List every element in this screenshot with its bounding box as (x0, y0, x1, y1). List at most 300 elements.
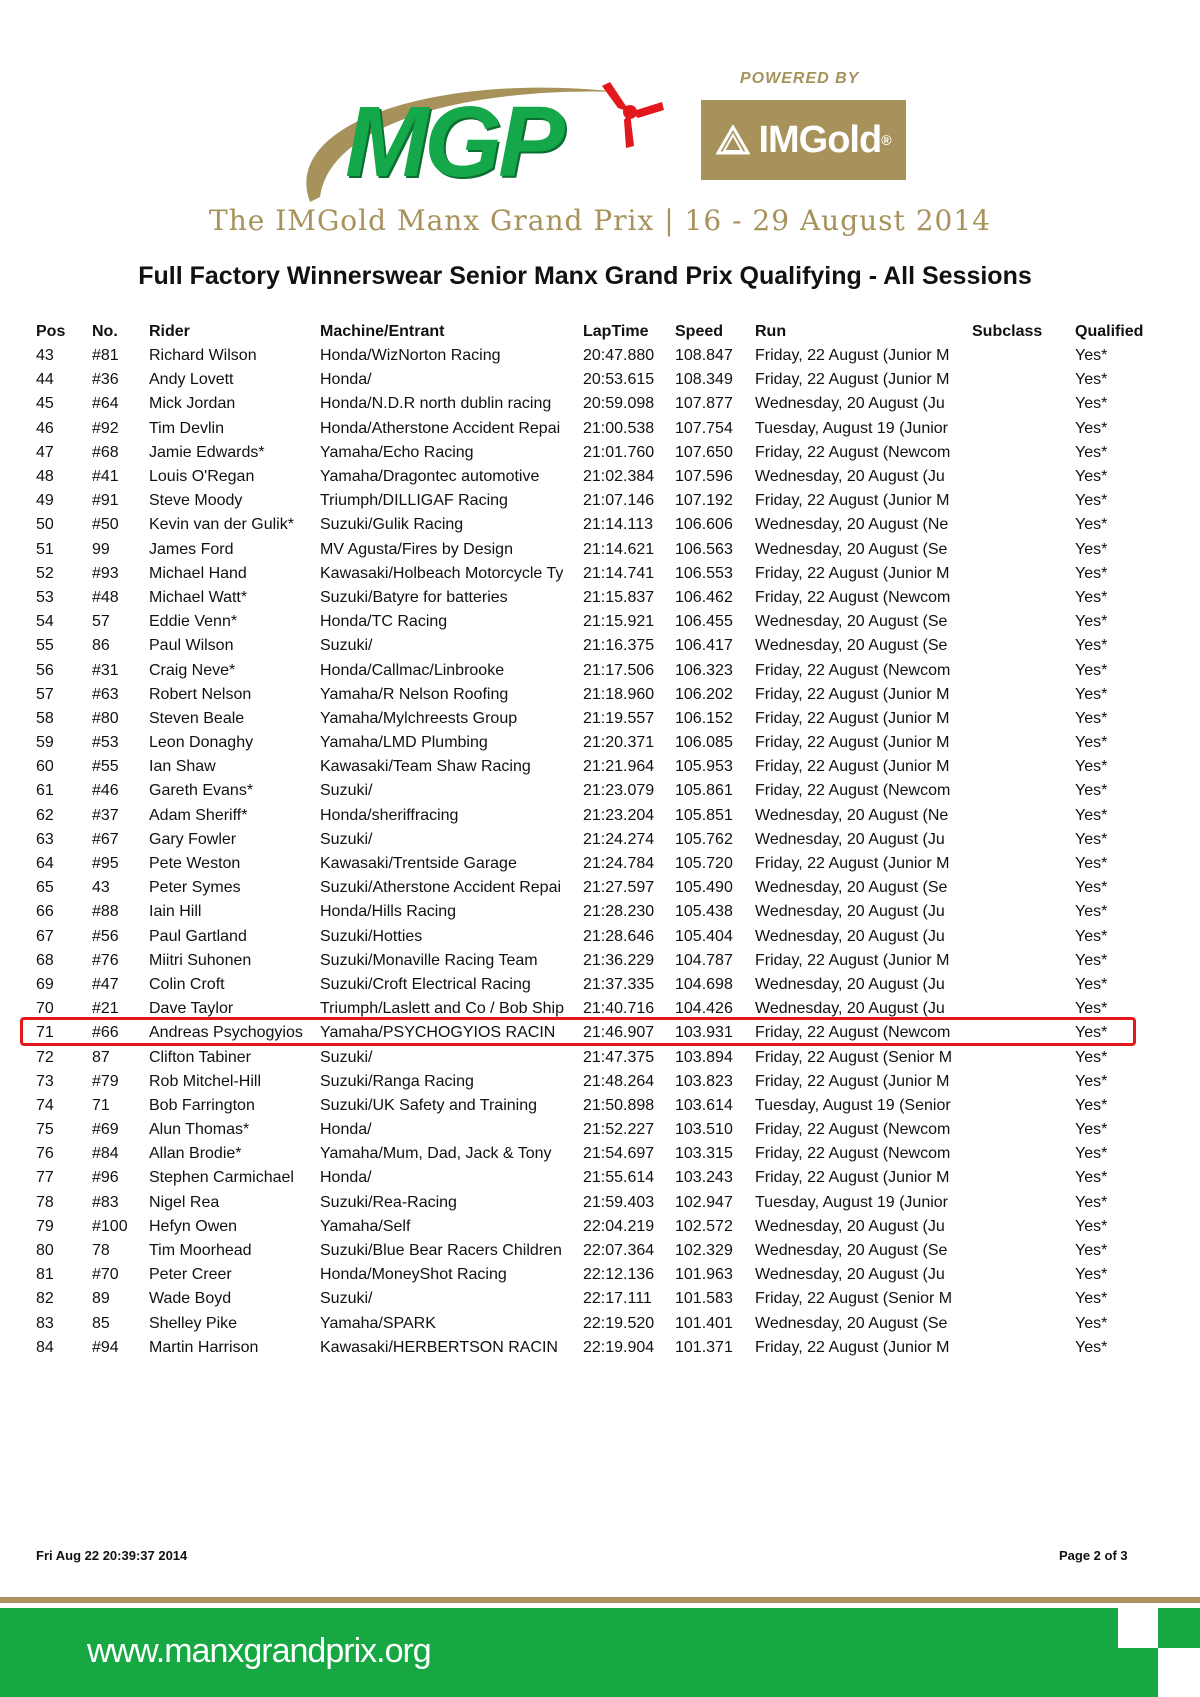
cell-rider: Martin Harrison (149, 1338, 259, 1356)
cell-run: Wednesday, 20 August (Ju (755, 975, 945, 993)
cell-machine: Kawasaki/Team Shaw Racing (320, 758, 531, 776)
results-body (32, 344, 1161, 1360)
table-row (32, 417, 1161, 441)
cell-laptime: 21:47.375 (583, 1048, 655, 1066)
cell-pos: 60 (36, 758, 54, 776)
cell-speed: 108.847 (675, 347, 733, 365)
cell-no: 86 (92, 637, 110, 655)
cell-laptime: 21:37.335 (583, 975, 655, 993)
cell-speed: 106.606 (675, 516, 733, 534)
cell-rider: Gary Fowler (149, 830, 237, 848)
cell-speed: 105.404 (675, 927, 733, 945)
cell-machine: Suzuki/UK Safety and Training (320, 1096, 538, 1114)
cell-rider: Bob Farrington (149, 1096, 255, 1114)
cell-machine: Suzuki/ (320, 1048, 373, 1066)
table-row (32, 1191, 1161, 1215)
cell-pos: 46 (36, 419, 54, 437)
cell-qualified: Yes* (1075, 395, 1108, 413)
cell-rider: Tim Devlin (149, 419, 224, 437)
cell-run: Wednesday, 20 August (Ju (755, 1000, 945, 1018)
cell-rider: Tim Moorhead (149, 1242, 252, 1260)
cell-no: #84 (92, 1145, 119, 1163)
cell-speed: 106.455 (675, 613, 733, 631)
cell-no: 89 (92, 1290, 110, 1308)
cell-rider: Michael Watt* (149, 588, 248, 606)
cell-machine: Honda/ (320, 371, 372, 389)
cell-subclass (968, 683, 1071, 707)
cell-speed: 101.583 (675, 1290, 733, 1308)
table-row (32, 925, 1161, 949)
cell-no: #96 (92, 1169, 119, 1187)
cell-pos: 82 (36, 1290, 54, 1308)
cell-rider: Eddie Venn* (149, 613, 238, 631)
cell-run: Friday, 22 August (Junior M (755, 347, 950, 365)
cell-laptime: 21:50.898 (583, 1096, 655, 1114)
cell-laptime: 21:48.264 (583, 1072, 655, 1090)
cell-run: Wednesday, 20 August (Ju (755, 468, 945, 486)
cell-qualified: Yes* (1075, 661, 1108, 679)
cell-laptime: 22:17.111 (583, 1290, 652, 1308)
cell-machine: Honda/N.D.R north dublin racing (320, 395, 552, 413)
cell-speed: 107.596 (675, 468, 733, 486)
cell-subclass (968, 949, 1071, 973)
cell-laptime: 22:12.136 (583, 1266, 655, 1284)
table-row (32, 779, 1161, 803)
cell-machine: MV Agusta/Fires by Design (320, 540, 513, 558)
cell-no: #47 (92, 975, 119, 993)
cell-speed: 105.720 (675, 855, 733, 873)
cell-pos: 64 (36, 855, 54, 873)
cell-run: Friday, 22 August (Senior M (755, 1290, 953, 1308)
cell-pos: 67 (36, 927, 54, 945)
cell-run: Friday, 22 August (Senior M (755, 1048, 953, 1066)
cell-qualified: Yes* (1075, 975, 1108, 993)
table-row (32, 731, 1161, 755)
cell-run: Friday, 22 August (Junior M (755, 951, 950, 969)
checkered-flag-square (1158, 1648, 1200, 1697)
cell-run: Wednesday, 20 August (Se (755, 879, 948, 897)
table-row (32, 1094, 1161, 1118)
cell-rider: Colin Croft (149, 975, 225, 993)
cell-rider: Andreas Psychogyios (149, 1024, 303, 1042)
cell-machine: Honda/ (320, 1169, 372, 1187)
cell-subclass (968, 344, 1071, 368)
cell-laptime: 21:24.784 (583, 855, 655, 873)
table-row (32, 1142, 1161, 1166)
cell-laptime: 21:00.538 (583, 419, 655, 437)
cell-laptime: 21:52.227 (583, 1121, 655, 1139)
document-title: Full Factory Winnerswear Senior Manx Grand Prix Qualifying - All Sessions (138, 262, 1032, 290)
cell-qualified: Yes* (1075, 1266, 1108, 1284)
header (0, 0, 1200, 250)
cell-no: #80 (92, 709, 119, 727)
column-header-subclass: Subclass (972, 323, 1043, 340)
table-row (32, 949, 1161, 973)
cell-laptime: 21:14.621 (583, 540, 655, 558)
table-row (32, 900, 1161, 924)
cell-machine: Kawasaki/HERBERTSON RACIN (320, 1338, 558, 1356)
cell-qualified: Yes* (1075, 371, 1108, 389)
cell-speed: 106.323 (675, 661, 733, 679)
cell-machine: Suzuki/Atherstone Accident Repai (320, 879, 562, 897)
cell-rider: Miitri Suhonen (149, 951, 252, 969)
cell-qualified: Yes* (1075, 613, 1108, 631)
cell-speed: 101.401 (675, 1314, 733, 1332)
cell-qualified: Yes* (1075, 758, 1108, 776)
cell-no: #95 (92, 855, 119, 873)
cell-qualified: Yes* (1075, 1121, 1108, 1139)
cell-machine: Suzuki/ (320, 830, 373, 848)
cell-pos: 50 (36, 516, 54, 534)
cell-rider: Mick Jordan (149, 395, 236, 413)
cell-rider: Wade Boyd (149, 1290, 232, 1308)
cell-qualified: Yes* (1075, 1000, 1108, 1018)
cell-run: Friday, 22 August (Junior M (755, 855, 950, 873)
cell-machine: Triumph/Laslett and Co / Bob Ship (320, 1000, 564, 1018)
cell-machine: Suzuki/Gulik Racing (320, 516, 464, 534)
cell-rider: Clifton Tabiner (149, 1048, 251, 1066)
cell-speed: 105.762 (675, 830, 733, 848)
cell-machine: Yamaha/LMD Plumbing (320, 734, 488, 752)
cell-no: 71 (92, 1096, 110, 1114)
cell-machine: Suzuki/Hotties (320, 927, 423, 945)
cell-subclass (968, 417, 1071, 441)
cell-laptime: 21:21.964 (583, 758, 655, 776)
cell-subclass (968, 1166, 1071, 1190)
cell-no: #76 (92, 951, 119, 969)
cell-subclass (968, 755, 1071, 779)
cell-laptime: 21:18.960 (583, 685, 655, 703)
cell-run: Friday, 22 August (Junior M (755, 685, 950, 703)
column-header-qualified: Qualified (1075, 323, 1144, 340)
sponsor-badge (701, 100, 906, 180)
table-row (32, 513, 1161, 537)
cell-no: #88 (92, 903, 119, 921)
cell-no: #55 (92, 758, 119, 776)
cell-machine: Suzuki/Batyre for batteries (320, 588, 508, 606)
cell-qualified: Yes* (1075, 1072, 1108, 1090)
cell-run: Tuesday, August 19 (Senior (755, 1096, 951, 1114)
cell-run: Friday, 22 August (Junior M (755, 492, 950, 510)
cell-rider: Allan Brodie* (149, 1145, 242, 1163)
table-row (32, 392, 1161, 416)
cell-laptime: 21:17.506 (583, 661, 655, 679)
cell-laptime: 21:55.614 (583, 1169, 655, 1187)
cell-run: Friday, 22 August (Junior M (755, 371, 950, 389)
cell-speed: 103.315 (675, 1145, 733, 1163)
cell-rider: James Ford (149, 540, 234, 558)
cell-pos: 66 (36, 903, 54, 921)
logo-text: MGP (345, 86, 561, 198)
cell-laptime: 21:40.716 (583, 1000, 655, 1018)
table-row (32, 586, 1161, 610)
cell-subclass (968, 368, 1071, 392)
cell-subclass (968, 1215, 1071, 1239)
cell-subclass (968, 562, 1071, 586)
cell-no: #37 (92, 806, 119, 824)
cell-speed: 102.329 (675, 1242, 733, 1260)
cell-qualified: Yes* (1075, 1193, 1108, 1211)
cell-pos: 71 (36, 1024, 54, 1042)
cell-rider: Peter Creer (149, 1266, 232, 1284)
cell-run: Tuesday, August 19 (Junior (755, 1193, 948, 1211)
cell-rider: Gareth Evans* (149, 782, 254, 800)
cell-laptime: 20:59.098 (583, 395, 655, 413)
cell-speed: 107.754 (675, 419, 733, 437)
cell-subclass (968, 538, 1071, 562)
cell-machine: Yamaha/Self (320, 1217, 411, 1235)
cell-qualified: Yes* (1075, 1242, 1108, 1260)
cell-pos: 43 (36, 347, 54, 365)
cell-run: Friday, 22 August (Newcom (755, 1024, 951, 1042)
cell-no: 87 (92, 1048, 110, 1066)
cell-qualified: Yes* (1075, 951, 1108, 969)
cell-no: #83 (92, 1193, 119, 1211)
cell-subclass (968, 1263, 1071, 1287)
cell-no: #81 (92, 347, 119, 365)
cell-run: Friday, 22 August (Junior M (755, 734, 950, 752)
cell-qualified: Yes* (1075, 830, 1108, 848)
cell-qualified: Yes* (1075, 734, 1108, 752)
cell-run: Wednesday, 20 August (Se (755, 1242, 948, 1260)
cell-run: Friday, 22 August (Newcom (755, 1121, 951, 1139)
cell-speed: 103.510 (675, 1121, 733, 1139)
cell-qualified: Yes* (1075, 419, 1108, 437)
sponsor-name: IMGold (758, 118, 882, 161)
column-header-machine: Machine/Entrant (320, 323, 445, 340)
cell-laptime: 20:53.615 (583, 371, 655, 389)
cell-subclass (968, 707, 1071, 731)
cell-speed: 104.787 (675, 951, 733, 969)
cell-speed: 105.438 (675, 903, 733, 921)
cell-machine: Yamaha/R Nelson Roofing (320, 685, 509, 703)
cell-pos: 81 (36, 1266, 54, 1284)
cell-pos: 73 (36, 1072, 54, 1090)
table-row (32, 610, 1161, 634)
cell-subclass (968, 1312, 1071, 1336)
cell-rider: Richard Wilson (149, 347, 257, 365)
table-row (32, 465, 1161, 489)
cell-no: #36 (92, 371, 119, 389)
cell-rider: Kevin van der Gulik* (149, 516, 294, 534)
cell-qualified: Yes* (1075, 443, 1108, 461)
cell-pos: 65 (36, 879, 54, 897)
table-row (32, 1239, 1161, 1263)
cell-pos: 51 (36, 540, 54, 558)
cell-rider: Leon Donaghy (149, 734, 254, 752)
cell-machine: Suzuki/Monaville Racing Team (320, 951, 538, 969)
cell-qualified: Yes* (1075, 1314, 1108, 1332)
cell-subclass (968, 489, 1071, 513)
cell-no: #79 (92, 1072, 119, 1090)
cell-qualified: Yes* (1075, 903, 1108, 921)
cell-subclass (968, 441, 1071, 465)
table-row (32, 1021, 1161, 1045)
cell-machine: Suzuki/Blue Bear Racers Children (320, 1242, 562, 1260)
cell-run: Wednesday, 20 August (Ju (755, 927, 945, 945)
cell-subclass (968, 1045, 1071, 1069)
cell-laptime: 21:28.646 (583, 927, 655, 945)
cell-subclass (968, 852, 1071, 876)
cell-run: Friday, 22 August (Junior M (755, 1338, 950, 1356)
cell-rider: Adam Sheriff* (149, 806, 248, 824)
cell-run: Wednesday, 20 August (Se (755, 637, 948, 655)
cell-no: #67 (92, 830, 119, 848)
cell-speed: 106.417 (675, 637, 733, 655)
cell-pos: 74 (36, 1096, 54, 1114)
column-header-run: Run (755, 323, 787, 340)
cell-rider: Ian Shaw (149, 758, 216, 776)
cell-speed: 106.563 (675, 540, 733, 558)
cell-subclass (968, 973, 1071, 997)
cell-pos: 69 (36, 975, 54, 993)
cell-pos: 45 (36, 395, 54, 413)
table-row (32, 755, 1161, 779)
cell-laptime: 21:15.837 (583, 588, 655, 606)
cell-qualified: Yes* (1075, 637, 1108, 655)
cell-speed: 105.953 (675, 758, 733, 776)
cell-subclass (968, 804, 1071, 828)
cell-pos: 49 (36, 492, 54, 510)
cell-no: #100 (92, 1217, 128, 1235)
table-row (32, 1263, 1161, 1287)
cell-qualified: Yes* (1075, 564, 1108, 582)
cell-laptime: 21:24.274 (583, 830, 655, 848)
table-row (32, 489, 1161, 513)
cell-laptime: 21:02.384 (583, 468, 655, 486)
cell-speed: 106.462 (675, 588, 733, 606)
cell-pos: 68 (36, 951, 54, 969)
cell-qualified: Yes* (1075, 540, 1108, 558)
column-header-rider: Rider (149, 323, 190, 340)
cell-no: #66 (92, 1024, 119, 1042)
table-row (32, 683, 1161, 707)
cell-speed: 107.192 (675, 492, 733, 510)
cell-rider: Hefyn Owen (149, 1217, 238, 1235)
imgold-mark-icon (716, 125, 750, 155)
cell-laptime: 21:27.597 (583, 879, 655, 897)
cell-speed: 103.931 (675, 1024, 733, 1042)
cell-subclass (968, 1287, 1071, 1311)
cell-machine: Kawasaki/Holbeach Motorcycle Ty (320, 564, 564, 582)
cell-laptime: 21:46.907 (583, 1024, 655, 1042)
cell-no: #31 (92, 661, 119, 679)
cell-qualified: Yes* (1075, 588, 1108, 606)
cell-speed: 105.851 (675, 806, 733, 824)
cell-rider: Shelley Pike (149, 1314, 238, 1332)
cell-subclass (968, 876, 1071, 900)
print-timestamp: Fri Aug 22 20:39:37 2014 (36, 1548, 188, 1563)
cell-subclass (968, 1118, 1071, 1142)
table-row (32, 1287, 1161, 1311)
cell-speed: 103.894 (675, 1048, 733, 1066)
cell-pos: 83 (36, 1314, 54, 1332)
cell-machine: Yamaha/Mum, Dad, Jack & Tony (320, 1145, 552, 1163)
cell-qualified: Yes* (1075, 516, 1108, 534)
cell-pos: 52 (36, 564, 54, 582)
cell-machine: Yamaha/Dragontec automotive (320, 468, 540, 486)
cell-pos: 47 (36, 443, 54, 461)
cell-subclass (968, 1239, 1071, 1263)
cell-rider: Dave Taylor (149, 1000, 234, 1018)
powered-by-label: POWERED BY (740, 70, 860, 87)
cell-qualified: Yes* (1075, 879, 1108, 897)
cell-rider: Stephen Carmichael (149, 1169, 294, 1187)
cell-subclass (968, 731, 1071, 755)
cell-speed: 108.349 (675, 371, 733, 389)
cell-laptime: 21:14.113 (583, 516, 653, 534)
column-header-pos: Pos (36, 323, 66, 340)
cell-qualified: Yes* (1075, 468, 1108, 486)
cell-machine: Honda/TC Racing (320, 613, 448, 631)
cell-pos: 80 (36, 1242, 54, 1260)
cell-no: #46 (92, 782, 119, 800)
column-header-no: No. (92, 323, 118, 340)
cell-speed: 105.490 (675, 879, 733, 897)
cell-qualified: Yes* (1075, 492, 1108, 510)
cell-speed: 106.202 (675, 685, 733, 703)
cell-subclass (968, 1191, 1071, 1215)
cell-subclass (968, 392, 1071, 416)
table-row (32, 441, 1161, 465)
cell-speed: 107.650 (675, 443, 733, 461)
table-row (32, 1215, 1161, 1239)
sponsor-registered-mark: ® (881, 132, 891, 148)
cell-laptime: 21:36.229 (583, 951, 655, 969)
cell-machine: Suzuki/ (320, 1290, 373, 1308)
cell-subclass (968, 634, 1071, 658)
cell-subclass (968, 610, 1071, 634)
cell-machine: Suzuki/Rea-Racing (320, 1193, 457, 1211)
checkered-flag-icon (1118, 1608, 1158, 1648)
cell-subclass (968, 900, 1071, 924)
cell-run: Wednesday, 20 August (Ju (755, 830, 945, 848)
cell-machine: Honda/Hills Racing (320, 903, 457, 921)
cell-laptime: 21:28.230 (583, 903, 655, 921)
column-header-laptime: LapTime (583, 323, 649, 340)
cell-rider: Paul Wilson (149, 637, 234, 655)
cell-pos: 57 (36, 685, 54, 703)
cell-laptime: 22:07.364 (583, 1242, 655, 1260)
cell-speed: 101.963 (675, 1266, 733, 1284)
table-row (32, 828, 1161, 852)
cell-speed: 104.698 (675, 975, 733, 993)
cell-pos: 72 (36, 1048, 54, 1066)
cell-speed: 102.947 (675, 1193, 733, 1211)
cell-laptime: 21:15.921 (583, 613, 655, 631)
cell-rider: Louis O'Regan (149, 468, 255, 486)
cell-pos: 59 (36, 734, 54, 752)
cell-speed: 101.371 (675, 1338, 733, 1356)
cell-rider: Paul Gartland (149, 927, 247, 945)
cell-pos: 53 (36, 588, 54, 606)
cell-laptime: 20:47.880 (583, 347, 655, 365)
cell-laptime: 21:19.557 (583, 709, 655, 727)
cell-subclass (968, 1142, 1071, 1166)
cell-run: Wednesday, 20 August (Ju (755, 1266, 945, 1284)
cell-no: #69 (92, 1121, 119, 1139)
cell-rider: Michael Hand (149, 564, 247, 582)
cell-pos: 58 (36, 709, 54, 727)
cell-rider: Steven Beale (149, 709, 245, 727)
table-row (32, 344, 1161, 368)
cell-no: #48 (92, 588, 119, 606)
table-row (32, 852, 1161, 876)
cell-machine: Kawasaki/Trentside Garage (320, 855, 517, 873)
cell-speed: 103.243 (675, 1169, 733, 1187)
footer-divider (0, 1597, 1200, 1603)
column-header-speed: Speed (675, 323, 724, 340)
